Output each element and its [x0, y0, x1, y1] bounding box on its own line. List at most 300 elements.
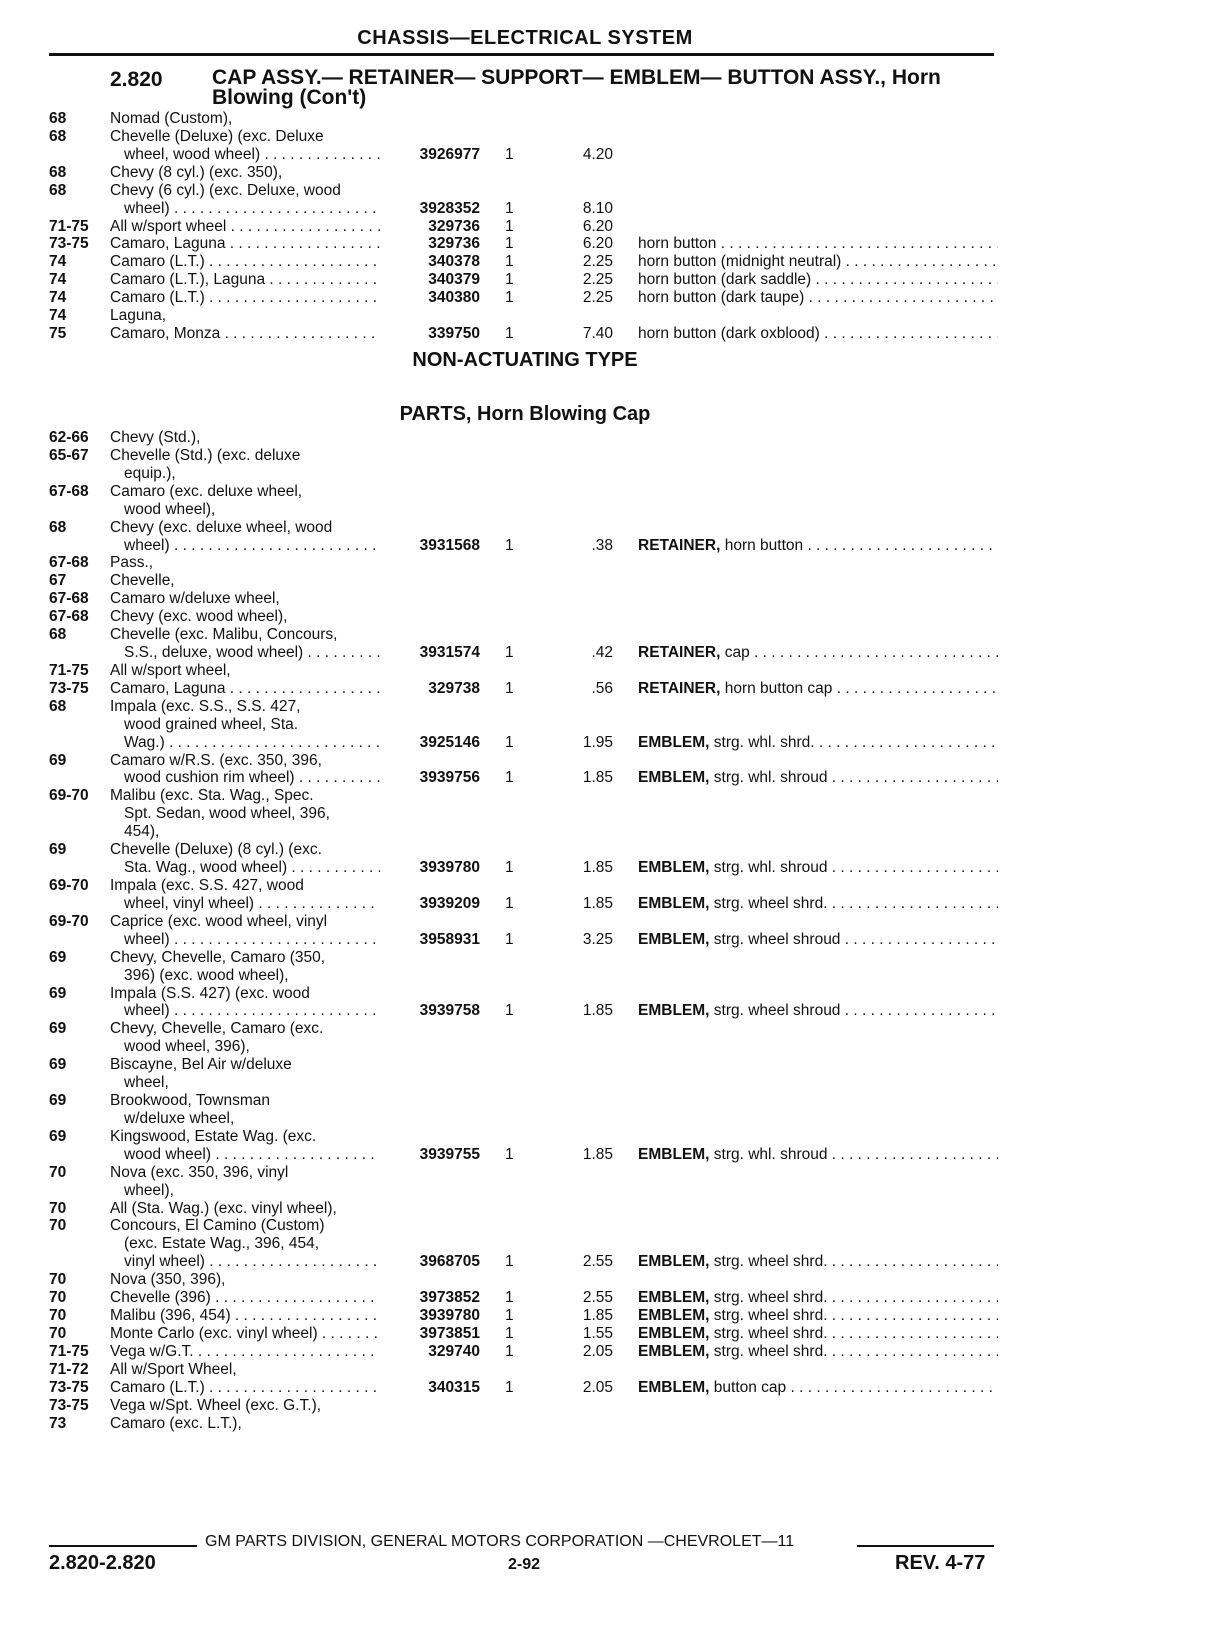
model-year: 69-70	[49, 787, 89, 805]
application-description: Chevy, Chevelle, Camaro (exc.	[110, 1020, 324, 1038]
application-description: Camaro, Laguna . . .	[110, 235, 380, 253]
model-year: 73-75	[49, 1396, 89, 1414]
application-description: w/deluxe wheel,	[124, 1109, 235, 1127]
part-number: 3939780	[419, 1307, 480, 1325]
part-name-text: strg. whl. shroud	[713, 1145, 828, 1163]
model-year: 70	[49, 1325, 67, 1342]
quantity: 1	[505, 894, 514, 912]
part-row	[0, 1289, 1229, 1307]
part-name-heading: EMBLEM,	[638, 1253, 710, 1271]
application-description: S.S., deluxe, wood wheel) . . .	[124, 644, 380, 662]
part-name-text: strg. whl. shroud	[713, 859, 828, 877]
model-year: 67-68	[49, 554, 89, 572]
part-number: 3968705	[419, 1253, 480, 1271]
application-description: wheel, vinyl wheel) . . .	[124, 895, 380, 913]
quantity: 1	[505, 536, 514, 554]
model-year: 68	[49, 110, 67, 127]
part-name	[638, 931, 998, 949]
part-number: 3939756	[419, 769, 480, 787]
part-row	[0, 554, 1229, 572]
application-description: All w/sport wheel . . .	[110, 218, 380, 236]
model-year: 67-68	[49, 608, 89, 626]
part-number: 3931568	[419, 536, 480, 554]
model-year: 65-67	[49, 446, 89, 464]
model-year: 73	[49, 1414, 67, 1432]
part-name-heading: RETAINER,	[638, 536, 721, 554]
part-name-text: strg. wheel shrd.	[713, 894, 828, 912]
part-row	[0, 1074, 1229, 1092]
application-description: wood wheel),	[124, 500, 216, 518]
application-description: Camaro (L.T.) . . .	[110, 1379, 380, 1397]
application-description: Chevy (exc. deluxe wheel, wood	[110, 518, 333, 536]
part-number: 3958931	[419, 930, 480, 948]
part-name-heading: EMBLEM,	[638, 930, 710, 948]
part-row	[0, 931, 1229, 949]
application-description: wheel,	[124, 1074, 169, 1092]
part-name	[638, 1325, 998, 1343]
application-description: Kingswood, Estate Wag. (exc.	[110, 1127, 317, 1145]
part-number: 329736	[428, 217, 480, 235]
application-description: Nova (exc. 350, 396, vinyl	[110, 1163, 289, 1181]
application-description: wheel, wood wheel) . . .	[124, 146, 380, 164]
model-year: 69	[49, 1020, 67, 1038]
footer-page-number: 2-92	[508, 1556, 541, 1573]
application-description: Impala (exc. S.S. 427, wood	[110, 877, 304, 894]
model-year: 68	[49, 163, 67, 181]
part-row	[0, 949, 1229, 967]
part-row	[0, 429, 1229, 447]
quantity: 1	[505, 199, 514, 217]
footer-section-range: 2.820-2.820	[49, 1552, 156, 1574]
price: 1.85	[582, 1307, 613, 1325]
part-row	[0, 1164, 1229, 1182]
model-year: 70	[49, 1289, 67, 1307]
part-name-heading: EMBLEM,	[638, 1002, 710, 1020]
quantity: 1	[505, 1325, 514, 1342]
model-year: 69	[49, 751, 67, 769]
quantity: 1	[505, 1253, 514, 1271]
application-description: Chevy (exc. wood wheel),	[110, 608, 288, 626]
part-row	[0, 164, 1229, 182]
application-description: Chevelle,	[110, 572, 175, 590]
model-year: 71-75	[49, 1342, 89, 1360]
application-description: Chevy (8 cyl.) (exc. 350),	[110, 163, 283, 181]
footer-rule-right	[857, 1545, 994, 1547]
quantity: 1	[505, 217, 514, 235]
part-name	[638, 253, 998, 271]
application-description: Camaro (L.T.) . . .	[110, 253, 380, 271]
model-year: 69	[49, 1127, 67, 1145]
model-year: 67-68	[49, 590, 89, 608]
part-name-heading: RETAINER,	[638, 679, 721, 697]
part-name-text: strg. whl. shroud	[713, 769, 828, 787]
part-name-heading: EMBLEM,	[638, 859, 710, 877]
quantity: 1	[505, 1145, 514, 1163]
part-row	[0, 519, 1229, 537]
model-year: 70	[49, 1271, 67, 1289]
application-description: Camaro, Monza . . .	[110, 325, 380, 343]
application-description: wood grained wheel, Sta.	[124, 715, 299, 733]
part-row	[0, 1038, 1229, 1056]
part-row	[0, 644, 1229, 662]
part-row	[0, 752, 1229, 770]
part-row	[0, 1235, 1229, 1253]
model-year: 69	[49, 1092, 67, 1110]
quantity: 1	[505, 1289, 514, 1307]
quantity: 1	[505, 289, 514, 307]
part-row	[0, 1361, 1229, 1379]
quantity: 1	[505, 769, 514, 787]
application-description: Chevelle (Deluxe) (exc. Deluxe	[110, 127, 324, 145]
part-name-text: horn button	[724, 536, 804, 554]
part-row	[0, 572, 1229, 590]
price: 6.20	[582, 217, 613, 235]
part-name-heading: EMBLEM,	[638, 894, 710, 912]
part-name	[638, 734, 998, 752]
part-name-text: strg. wheel shrd.	[713, 1253, 828, 1271]
part-number: 3973852	[419, 1289, 480, 1307]
application-description: 454),	[124, 823, 160, 841]
application-description: wheel) . . .	[124, 931, 380, 949]
application-description: Concours, El Camino (Custom)	[110, 1217, 325, 1235]
part-name-heading: EMBLEM,	[638, 769, 710, 787]
part-row	[0, 716, 1229, 734]
application-description: Nomad (Custom),	[110, 110, 233, 127]
part-row	[0, 253, 1229, 271]
part-name-heading: EMBLEM,	[638, 1145, 710, 1163]
model-year: 68	[49, 518, 67, 536]
model-year: 62-66	[49, 429, 89, 446]
model-year: 74	[49, 307, 67, 325]
application-description: Malibu (exc. Sta. Wag., Spec.	[110, 787, 314, 805]
price: 2.55	[582, 1289, 613, 1307]
part-number: 329736	[428, 235, 480, 253]
subheading-parts: PARTS, Horn Blowing Cap	[399, 403, 651, 425]
application-description: Camaro w/deluxe wheel,	[110, 590, 280, 608]
part-number: 339750	[428, 325, 480, 343]
part-row	[0, 1343, 1229, 1361]
part-row	[0, 841, 1229, 859]
quantity: 1	[505, 145, 514, 163]
part-row	[0, 110, 1229, 128]
part-name-text: strg. wheel shrd.	[713, 1289, 828, 1307]
part-row	[0, 769, 1229, 787]
application-description: Malibu (396, 454) . . .	[110, 1307, 380, 1325]
application-description: Wag.) . . .	[124, 734, 380, 752]
price: 8.10	[582, 199, 613, 217]
quantity: 1	[505, 930, 514, 948]
quantity: 1	[505, 679, 514, 697]
model-year: 73-75	[49, 235, 89, 253]
part-name-text: strg. whl. shrd.	[713, 733, 815, 751]
part-row	[0, 1110, 1229, 1128]
part-name	[638, 769, 998, 787]
quantity: 1	[505, 1002, 514, 1020]
part-row	[0, 146, 1229, 164]
quantity: 1	[505, 271, 514, 289]
part-row	[0, 465, 1229, 483]
part-number: 3973851	[419, 1325, 480, 1342]
model-year: 69-70	[49, 877, 89, 894]
application-description: equip.),	[124, 464, 176, 482]
part-name-heading: RETAINER,	[638, 644, 721, 662]
part-row	[0, 1379, 1229, 1397]
part-row	[0, 805, 1229, 823]
quantity: 1	[505, 733, 514, 751]
part-number: 340380	[428, 289, 480, 307]
application-description: Pass.,	[110, 554, 154, 572]
price: 1.85	[582, 769, 613, 787]
model-year: 70	[49, 1307, 67, 1325]
part-row	[0, 182, 1229, 200]
price: 2.25	[582, 253, 613, 271]
model-year: 70	[49, 1163, 67, 1181]
part-name	[638, 859, 998, 877]
model-year: 67-68	[49, 482, 89, 500]
price: 7.40	[582, 325, 613, 343]
price: 1.55	[582, 1325, 613, 1342]
application-description: Vega w/Spt. Wheel (exc. G.T.),	[110, 1396, 322, 1414]
part-row	[0, 1182, 1229, 1200]
application-description: wood wheel) . . .	[124, 1146, 380, 1164]
part-row	[0, 626, 1229, 644]
part-row	[0, 608, 1229, 626]
part-number: 3928352	[419, 199, 480, 217]
part-row	[0, 218, 1229, 236]
quantity: 1	[505, 253, 514, 271]
quantity: 1	[505, 644, 514, 662]
price: 6.20	[582, 235, 613, 253]
application-description: Laguna,	[110, 307, 167, 325]
part-number: 340379	[428, 271, 480, 289]
model-year: 69	[49, 841, 67, 859]
part-row	[0, 1397, 1229, 1415]
application-description: wood wheel, 396),	[124, 1038, 250, 1056]
price: 2.05	[582, 1342, 613, 1360]
part-name	[638, 1379, 998, 1397]
part-row	[0, 662, 1229, 680]
part-row	[0, 913, 1229, 931]
part-row	[0, 1307, 1229, 1325]
application-description: wheel) . . .	[124, 537, 380, 555]
model-year: 69	[49, 1056, 67, 1074]
application-description: All (Sta. Wag.) (exc. vinyl wheel),	[110, 1199, 337, 1217]
part-row	[0, 501, 1229, 519]
application-description: Sta. Wag., wood wheel) . . .	[124, 859, 380, 877]
part-row	[0, 447, 1229, 465]
price: 1.95	[582, 733, 613, 751]
section-number: 2.820	[110, 68, 163, 91]
part-name-text: strg. wheel shrd.	[713, 1325, 828, 1342]
application-description: Camaro, Laguna . . .	[110, 680, 380, 698]
price: .38	[591, 536, 613, 554]
model-year: 69	[49, 948, 67, 966]
application-description: wheel) . . .	[124, 1002, 380, 1020]
part-row	[0, 1325, 1229, 1343]
part-row	[0, 128, 1229, 146]
part-name-text: button cap	[713, 1378, 787, 1396]
part-row	[0, 1092, 1229, 1110]
part-name-text: horn button (dark oxblood)	[638, 325, 820, 343]
application-description: Camaro (L.T.) . . .	[110, 289, 380, 307]
part-row	[0, 271, 1229, 289]
model-year: 71-72	[49, 1360, 89, 1378]
part-row	[0, 1146, 1229, 1164]
application-description: (exc. Estate Wag., 396, 454,	[124, 1235, 319, 1253]
part-name-heading: EMBLEM,	[638, 1289, 710, 1307]
price: 1.85	[582, 1145, 613, 1163]
part-name-heading: EMBLEM,	[638, 1307, 710, 1325]
price: 1.85	[582, 859, 613, 877]
quantity: 1	[505, 1342, 514, 1360]
application-description: Nova (350, 396),	[110, 1271, 226, 1289]
application-description: Monte Carlo (exc. vinyl wheel) . . .	[110, 1325, 380, 1343]
quantity: 1	[505, 235, 514, 253]
section-title: CAP ASSY.— RETAINER— SUPPORT— EMBLEM— BUTTON ASSY., Horn Blowing (Con't)	[212, 66, 941, 109]
application-description: Brookwood, Townsman	[110, 1092, 270, 1110]
part-number: 3926977	[419, 145, 480, 163]
part-name	[638, 537, 998, 555]
application-description: wheel),	[124, 1181, 174, 1199]
application-description: vinyl wheel) . . .	[124, 1253, 380, 1271]
model-year: 70	[49, 1217, 67, 1235]
price: 2.25	[582, 289, 613, 307]
price: .42	[591, 644, 613, 662]
part-row	[0, 200, 1229, 218]
part-number: 3925146	[419, 733, 480, 751]
model-year: 68	[49, 626, 67, 644]
part-name-text: horn button (dark saddle)	[638, 271, 812, 289]
part-row	[0, 895, 1229, 913]
application-description: 396) (exc. wood wheel),	[124, 966, 289, 984]
part-name	[638, 1253, 998, 1271]
part-number: 329738	[428, 679, 480, 697]
application-description: Camaro w/R.S. (exc. 350, 396,	[110, 751, 322, 769]
model-year: 68	[49, 181, 67, 199]
application-description: Chevelle (396) . . .	[110, 1289, 380, 1307]
model-year: 69	[49, 984, 67, 1002]
page-title: CHASSIS—ELECTRICAL SYSTEM	[357, 27, 693, 49]
part-row	[0, 877, 1229, 895]
part-row	[0, 680, 1229, 698]
part-number: 3939209	[419, 894, 480, 912]
part-name-text: strg. wheel shrd.	[713, 1342, 828, 1360]
footer-publisher: GM PARTS DIVISION, GENERAL MOTORS CORPORATION —CHEVROLET—11	[205, 1533, 795, 1550]
title-rule	[49, 53, 994, 56]
subheading-non-actuating: NON-ACTUATING TYPE	[412, 349, 638, 371]
application-description: Chevelle (Deluxe) (8 cyl.) (exc.	[110, 841, 322, 859]
application-description: Chevy (6 cyl.) (exc. Deluxe, wood	[110, 181, 341, 199]
price: 2.25	[582, 271, 613, 289]
application-description: All w/sport wheel,	[110, 661, 231, 679]
model-year: 74	[49, 289, 67, 307]
model-year: 74	[49, 253, 67, 271]
price: 4.20	[582, 145, 613, 163]
part-row	[0, 1020, 1229, 1038]
part-name-text: horn button (dark taupe)	[638, 289, 805, 307]
quantity: 1	[505, 859, 514, 877]
part-row	[0, 235, 1229, 253]
part-name-text: horn button cap	[724, 679, 833, 697]
part-name-heading: EMBLEM,	[638, 1325, 710, 1342]
part-name	[638, 271, 998, 289]
model-year: 74	[49, 271, 67, 289]
part-name	[638, 895, 998, 913]
model-year: 69-70	[49, 912, 89, 930]
part-row	[0, 859, 1229, 877]
application-description: Chevelle (Std.) (exc. deluxe	[110, 446, 301, 464]
part-number: 3939758	[419, 1002, 480, 1020]
part-row	[0, 1271, 1229, 1289]
part-name-text: horn button	[638, 235, 717, 253]
application-description: Vega w/G.T. . . .	[110, 1343, 380, 1361]
model-year: 71-75	[49, 217, 89, 235]
price: 3.25	[582, 930, 613, 948]
part-row	[0, 698, 1229, 716]
part-number: 329740	[428, 1342, 480, 1360]
model-year: 73-75	[49, 679, 89, 697]
part-number: 3939755	[419, 1145, 480, 1163]
price: .56	[591, 679, 613, 697]
part-name	[638, 1289, 998, 1307]
part-row	[0, 823, 1229, 841]
part-name-heading: EMBLEM,	[638, 1378, 710, 1396]
part-row	[0, 483, 1229, 501]
part-number: 340315	[428, 1378, 480, 1396]
model-year: 73-75	[49, 1378, 89, 1396]
part-number: 3931574	[419, 644, 480, 662]
model-year: 70	[49, 1199, 67, 1217]
part-name	[638, 680, 998, 698]
model-year: 67	[49, 572, 67, 590]
part-number: 3939780	[419, 859, 480, 877]
part-name	[638, 1307, 998, 1325]
part-name	[638, 325, 998, 343]
part-name	[638, 1343, 998, 1361]
part-name	[638, 1002, 998, 1020]
footer-rule-left	[49, 1545, 197, 1547]
part-name	[638, 235, 998, 253]
application-description: Biscayne, Bel Air w/deluxe	[110, 1056, 292, 1074]
part-row	[0, 289, 1229, 307]
quantity: 1	[505, 1307, 514, 1325]
part-name	[638, 644, 998, 662]
part-name	[638, 289, 998, 307]
part-row	[0, 1200, 1229, 1218]
price: 2.05	[582, 1378, 613, 1396]
quantity: 1	[505, 325, 514, 343]
model-year: 75	[49, 325, 67, 343]
application-description: Chevy (Std.),	[110, 429, 201, 446]
footer-revision: REV. 4-77	[895, 1552, 986, 1574]
application-description: Impala (exc. S.S., S.S. 427,	[110, 697, 301, 715]
model-year: 71-75	[49, 661, 89, 679]
application-description: wood cushion rim wheel) . . .	[124, 769, 380, 787]
part-row	[0, 1056, 1229, 1074]
application-description: Chevelle (exc. Malibu, Concours,	[110, 626, 338, 644]
part-row	[0, 537, 1229, 555]
part-name	[638, 1146, 998, 1164]
application-description: Camaro (exc. deluxe wheel,	[110, 482, 303, 500]
part-name-heading: EMBLEM,	[638, 1342, 710, 1360]
part-number: 340378	[428, 253, 480, 271]
part-row	[0, 590, 1229, 608]
part-row	[0, 1253, 1229, 1271]
application-description: Impala (S.S. 427) (exc. wood	[110, 984, 310, 1002]
price: 1.85	[582, 1002, 613, 1020]
part-row	[0, 1217, 1229, 1235]
part-row	[0, 967, 1229, 985]
